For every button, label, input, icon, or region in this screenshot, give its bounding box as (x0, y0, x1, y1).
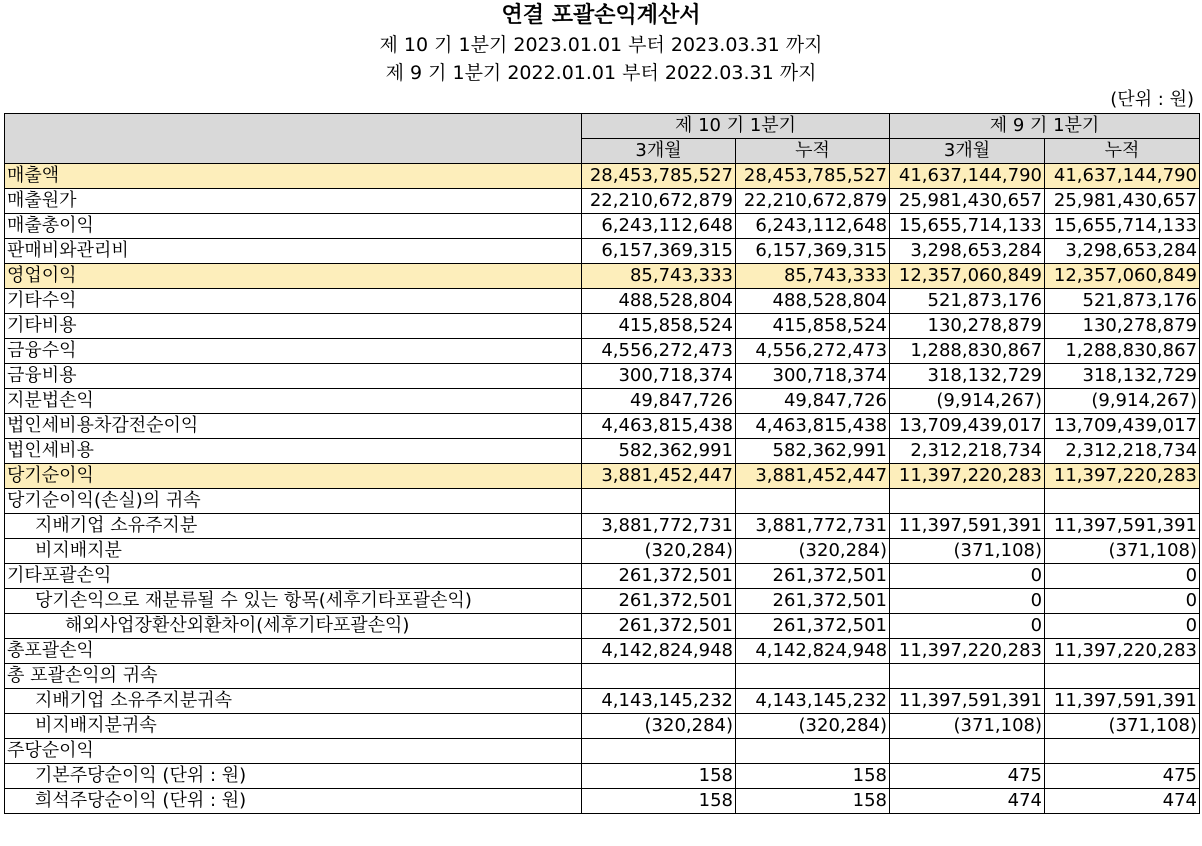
current-3month-value: 415,858,524 (582, 314, 736, 339)
prior-3month-value: 1,288,830,867 (890, 339, 1045, 364)
table-row (5, 589, 1200, 614)
current-3month-value: 49,847,726 (582, 389, 736, 414)
row-label: 기본주당순이익 (단위 : 원) (5, 764, 582, 789)
prior-3month-value: 0 (890, 564, 1045, 589)
current-cumulative-value (736, 739, 890, 764)
prior-cumulative-value: 0 (1045, 614, 1200, 639)
table-row (5, 664, 1200, 689)
prior-3month-value: 0 (890, 589, 1045, 614)
row-label: 금융비용 (5, 364, 582, 389)
current-3month-value: 158 (582, 789, 736, 814)
row-label: 총포괄손익 (5, 639, 582, 664)
row-label: 비지배지분귀속 (5, 714, 582, 739)
current-3month-value (582, 664, 736, 689)
prior-3month-value: 12,357,060,849 (890, 264, 1045, 289)
row-label: 당기손익으로 재분류될 수 있는 항목(세후기타포괄손익) (5, 589, 582, 614)
table-row (5, 564, 1200, 589)
current-3month-value: 4,556,272,473 (582, 339, 736, 364)
current-cumulative-value: 3,881,772,731 (736, 514, 890, 539)
current-3month-value: 3,881,452,447 (582, 464, 736, 489)
prior-cumulative-value: 475 (1045, 764, 1200, 789)
row-label: 비지배지분 (5, 539, 582, 564)
current-3month-value: 4,142,824,948 (582, 639, 736, 664)
row-label: 영업이익 (5, 264, 582, 289)
prior-3month-value: 15,655,714,133 (890, 214, 1045, 239)
table-row (5, 389, 1200, 414)
current-3month-value (582, 739, 736, 764)
table-row (5, 714, 1200, 739)
table-row (5, 789, 1200, 814)
table-row (5, 289, 1200, 314)
prior-cumulative-value: 11,397,591,391 (1045, 689, 1200, 714)
current-3month-value: 300,718,374 (582, 364, 736, 389)
current-3month-value: 85,743,333 (582, 264, 736, 289)
prior-3month-value: (9,914,267) (890, 389, 1045, 414)
prior-3month-value: 0 (890, 614, 1045, 639)
current-3month-value: 261,372,501 (582, 564, 736, 589)
prior-3month-value: 11,397,591,391 (890, 689, 1045, 714)
table-row (5, 489, 1200, 514)
current-cumulative-value: (320,284) (736, 714, 890, 739)
current-cumulative-value: 158 (736, 789, 890, 814)
prior-cumulative-value (1045, 664, 1200, 689)
prior-cumulative-value (1045, 739, 1200, 764)
current-cumulative-value: 261,372,501 (736, 564, 890, 589)
row-label: 매출원가 (5, 189, 582, 214)
prior-3month-value: 13,709,439,017 (890, 414, 1045, 439)
prior-cumulative-value: (371,108) (1045, 539, 1200, 564)
prior-cumulative-value: 521,873,176 (1045, 289, 1200, 314)
prior-period-range: 제 9 기 1분기 2022.01.01 부터 2022.03.31 까지 (385, 62, 817, 84)
current-3month-value: 22,210,672,879 (582, 189, 736, 214)
prior-3month-value (890, 664, 1045, 689)
prior-cumulative-value: 1,288,830,867 (1045, 339, 1200, 364)
table-row (5, 264, 1200, 289)
prior-3month-value: 521,873,176 (890, 289, 1045, 314)
prior-cumulative-value: 0 (1045, 564, 1200, 589)
row-label: 기타포괄손익 (5, 564, 582, 589)
current-cumulative-value: 28,453,785,527 (736, 164, 890, 189)
current-cumulative-value: 261,372,501 (736, 589, 890, 614)
prior-cumulative-value: 130,278,879 (1045, 314, 1200, 339)
prior-3month-value: (371,108) (890, 714, 1045, 739)
current-cumulative-value: 300,718,374 (736, 364, 890, 389)
table-row (5, 464, 1200, 489)
current-cumulative-value: 49,847,726 (736, 389, 890, 414)
table-row (5, 214, 1200, 239)
prior-3month-value: 475 (890, 764, 1045, 789)
current-cumulative-value: 3,881,452,447 (736, 464, 890, 489)
current-3month-value: (320,284) (582, 539, 736, 564)
table-row (5, 414, 1200, 439)
current-3month-value: 28,453,785,527 (582, 164, 736, 189)
header-prior-3month: 3개월 (890, 139, 1045, 164)
table-row (5, 639, 1200, 664)
current-3month-value: 261,372,501 (582, 614, 736, 639)
table-row (5, 539, 1200, 564)
table-row (5, 614, 1200, 639)
prior-3month-value: 474 (890, 789, 1045, 814)
row-label: 희석주당순이익 (단위 : 원) (5, 789, 582, 814)
current-cumulative-value: 4,463,815,438 (736, 414, 890, 439)
current-cumulative-value: 6,243,112,648 (736, 214, 890, 239)
prior-cumulative-value: 0 (1045, 589, 1200, 614)
prior-3month-value: 41,637,144,790 (890, 164, 1045, 189)
header-prior-period: 제 9 기 1분기 (890, 114, 1200, 139)
current-cumulative-value: 158 (736, 764, 890, 789)
table-row (5, 314, 1200, 339)
row-label: 해외사업장환산외환차이(세후기타포괄손익) (5, 614, 582, 639)
table-row (5, 689, 1200, 714)
prior-3month-value: 130,278,879 (890, 314, 1045, 339)
prior-cumulative-value: 11,397,220,283 (1045, 639, 1200, 664)
current-3month-value: 261,372,501 (582, 589, 736, 614)
prior-3month-value (890, 489, 1045, 514)
row-label: 매출총이익 (5, 214, 582, 239)
current-cumulative-value (736, 664, 890, 689)
row-label: 금융수익 (5, 339, 582, 364)
prior-cumulative-value: 11,397,220,283 (1045, 464, 1200, 489)
prior-3month-value: 2,312,218,734 (890, 439, 1045, 464)
current-cumulative-value: 4,142,824,948 (736, 639, 890, 664)
current-3month-value: 6,157,369,315 (582, 239, 736, 264)
row-label: 총 포괄손익의 귀속 (5, 664, 582, 689)
prior-cumulative-value: (9,914,267) (1045, 389, 1200, 414)
prior-cumulative-value: 13,709,439,017 (1045, 414, 1200, 439)
table-row (5, 739, 1200, 764)
header-prior-cumulative: 누적 (1045, 139, 1200, 164)
prior-cumulative-value: 474 (1045, 789, 1200, 814)
current-cumulative-value: 261,372,501 (736, 614, 890, 639)
row-label: 주당순이익 (5, 739, 582, 764)
current-3month-value: (320,284) (582, 714, 736, 739)
header-current-cumulative: 누적 (736, 139, 890, 164)
current-cumulative-value: 488,528,804 (736, 289, 890, 314)
table-row (5, 164, 1200, 189)
prior-3month-value: 25,981,430,657 (890, 189, 1045, 214)
table-row (5, 239, 1200, 264)
row-label: 지배기업 소유주지분귀속 (5, 689, 582, 714)
statement-body (5, 164, 1200, 814)
current-cumulative-value: 582,362,991 (736, 439, 890, 464)
prior-cumulative-value: 41,637,144,790 (1045, 164, 1200, 189)
current-cumulative-value: 85,743,333 (736, 264, 890, 289)
current-3month-value: 158 (582, 764, 736, 789)
prior-cumulative-value: 15,655,714,133 (1045, 214, 1200, 239)
current-3month-value: 6,243,112,648 (582, 214, 736, 239)
table-row (5, 339, 1200, 364)
current-3month-value: 582,362,991 (582, 439, 736, 464)
prior-cumulative-value: 11,397,591,391 (1045, 514, 1200, 539)
row-label: 법인세비용차감전순이익 (5, 414, 582, 439)
prior-3month-value: (371,108) (890, 539, 1045, 564)
header-current-3month: 3개월 (582, 139, 736, 164)
table-row (5, 189, 1200, 214)
current-cumulative-value: 415,858,524 (736, 314, 890, 339)
table-row (5, 439, 1200, 464)
prior-cumulative-value (1045, 489, 1200, 514)
current-3month-value: 3,881,772,731 (582, 514, 736, 539)
row-label: 매출액 (5, 164, 582, 189)
prior-cumulative-value: 318,132,729 (1045, 364, 1200, 389)
prior-3month-value: 318,132,729 (890, 364, 1045, 389)
current-cumulative-value: (320,284) (736, 539, 890, 564)
prior-3month-value (890, 739, 1045, 764)
current-3month-value: 4,143,145,232 (582, 689, 736, 714)
prior-cumulative-value: 25,981,430,657 (1045, 189, 1200, 214)
row-label: 당기순이익 (5, 464, 582, 489)
table-row (5, 514, 1200, 539)
prior-3month-value: 11,397,220,283 (890, 464, 1045, 489)
row-label: 당기순이익(손실)의 귀속 (5, 489, 582, 514)
current-period-range: 제 10 기 1분기 2023.01.01 부터 2023.03.31 까지 (379, 34, 823, 56)
prior-3month-value: 3,298,653,284 (890, 239, 1045, 264)
row-label: 판매비와관리비 (5, 239, 582, 264)
prior-cumulative-value: 12,357,060,849 (1045, 264, 1200, 289)
row-label: 지분법손익 (5, 389, 582, 414)
current-cumulative-value (736, 489, 890, 514)
income-statement-table (4, 113, 1200, 814)
current-3month-value: 4,463,815,438 (582, 414, 736, 439)
row-label: 지배기업 소유주지분 (5, 514, 582, 539)
unit-label: (단위 : 원) (1110, 89, 1194, 110)
row-label: 기타수익 (5, 289, 582, 314)
statement-title: 연결 포괄손익계산서 (501, 3, 701, 28)
row-label: 기타비용 (5, 314, 582, 339)
prior-3month-value: 11,397,220,283 (890, 639, 1045, 664)
current-cumulative-value: 4,556,272,473 (736, 339, 890, 364)
current-cumulative-value: 22,210,672,879 (736, 189, 890, 214)
prior-cumulative-value: (371,108) (1045, 714, 1200, 739)
table-row (5, 364, 1200, 389)
prior-cumulative-value: 2,312,218,734 (1045, 439, 1200, 464)
header-account-cell (5, 114, 582, 164)
prior-cumulative-value: 3,298,653,284 (1045, 239, 1200, 264)
prior-3month-value: 11,397,591,391 (890, 514, 1045, 539)
row-label: 법인세비용 (5, 439, 582, 464)
header-current-period: 제 10 기 1분기 (582, 114, 890, 139)
current-3month-value (582, 489, 736, 514)
header-row-periods (5, 114, 1200, 139)
current-cumulative-value: 6,157,369,315 (736, 239, 890, 264)
table-row (5, 764, 1200, 789)
current-cumulative-value: 4,143,145,232 (736, 689, 890, 714)
current-3month-value: 488,528,804 (582, 289, 736, 314)
